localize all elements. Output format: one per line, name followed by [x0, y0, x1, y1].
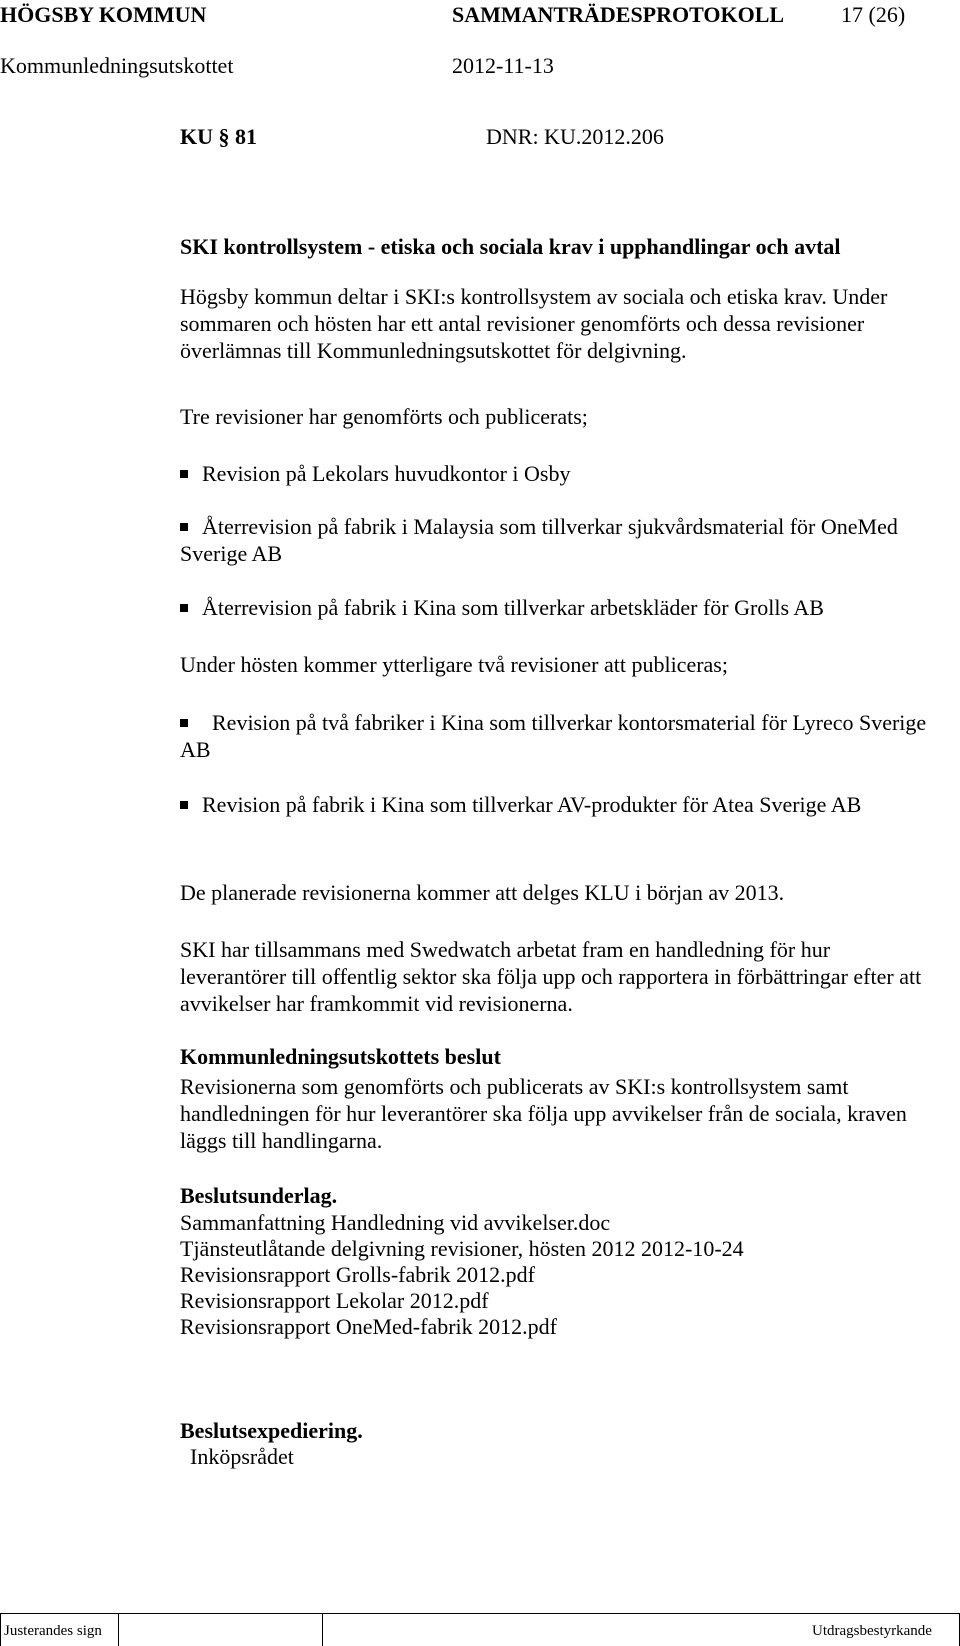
- case-number: KU § 81: [180, 124, 257, 149]
- intro-paragraph: Högsby kommun deltar i SKI:s kontrollsystem av sociala och etiska krav. Under sommaren och hösten har ett antal revisioner genomförts och dessa revisioner överlämnas till Kommunledningsutskottet för delgivning.: [180, 284, 888, 363]
- case-dnr: DNR: KU.2012.206: [486, 124, 664, 149]
- list-item: Sammanfattning Handledning vid avvikelser.doc: [180, 1210, 611, 1235]
- list-item-text: Revision på Lekolars huvudkontor i Osby: [202, 461, 571, 486]
- list-item: Tjänsteutlåtande delgivning revisioner, hösten 2012 2012-10-24: [180, 1236, 744, 1261]
- list-item: [180, 513, 940, 567]
- ski-paragraph: SKI har tillsammans med Swedwatch arbetat fram en handledning för hur leverantörer till offentlig sektor ska följa upp och rapportera in förbättringar efter att avvikelser har framkommit vid revisionerna.: [180, 937, 922, 1016]
- list-item: Revisionsrapport OneMed-fabrik 2012.pdf: [180, 1314, 557, 1339]
- basis-heading: Beslutsunderlag.: [180, 1183, 338, 1208]
- list-item-text: Revision på två fabriker i Kina som tillverkar kontorsmaterial för Lyreco Sverige AB: [180, 710, 927, 762]
- list-item: Revisionsrapport Lekolar 2012.pdf: [180, 1288, 489, 1313]
- list-item: [180, 709, 940, 763]
- footer-divider: [0, 1613, 960, 1614]
- decision-text: Revisionerna som genomförts och publicerats av SKI:s kontrollsystem samt handledningen för hur leverantörer ska följa upp avvikelser från de sociala, kraven läggs till handlingarna.: [180, 1074, 907, 1153]
- list-item: [180, 791, 920, 818]
- page-number: 17 (26): [841, 2, 906, 27]
- footer-divider: [118, 1613, 119, 1646]
- meeting-date: 2012-11-13: [452, 53, 554, 78]
- dispatch-recipient: Inköpsrådet: [190, 1444, 294, 1469]
- upcoming-heading: Under hösten kommer ytterligare två revisioner att publiceras;: [180, 652, 728, 677]
- planned-paragraph: De planerade revisionerna kommer att delges KLU i början av 2013.: [180, 880, 785, 905]
- municipality-name: HÖGSBY KOMMUN: [0, 2, 207, 27]
- list-item-text: Återrevision på fabrik i Malaysia som tillverkar sjukvårdsmaterial för OneMed Sverige AB: [180, 514, 898, 566]
- bullet-icon: [180, 470, 188, 478]
- bullet-icon: [180, 523, 188, 531]
- list-item-text: Revision på fabrik i Kina som tillverkar AV-produkter för Atea Sverige AB: [202, 792, 862, 817]
- footer-attest-label: Utdragsbestyrkande: [812, 1623, 932, 1639]
- bullet-icon: [180, 719, 188, 727]
- bullet-icon: [180, 801, 188, 809]
- footer-divider: [322, 1613, 323, 1646]
- list-item: [180, 461, 570, 487]
- case-title: SKI kontrollsystem - etiska och sociala krav i upphandlingar och avtal: [180, 234, 841, 259]
- list-item-text: Återrevision på fabrik i Kina som tillverkar arbetskläder för Grolls AB: [202, 595, 824, 620]
- list-item: Revisionsrapport Grolls-fabrik 2012.pdf: [180, 1262, 535, 1287]
- decision-heading: Kommunledningsutskottets beslut: [180, 1044, 501, 1069]
- dispatch-heading: Beslutsexpediering.: [180, 1418, 363, 1443]
- committee-name: Kommunledningsutskottet: [0, 53, 234, 78]
- bullet-icon: [180, 604, 188, 612]
- document-type: SAMMANTRÄDESPROTOKOLL: [452, 2, 785, 27]
- published-heading: Tre revisioner har genomförts och publicerats;: [180, 404, 588, 429]
- footer-divider: [0, 1613, 1, 1646]
- list-item: [180, 595, 824, 621]
- footer-sign-label: Justerandes sign: [4, 1623, 102, 1639]
